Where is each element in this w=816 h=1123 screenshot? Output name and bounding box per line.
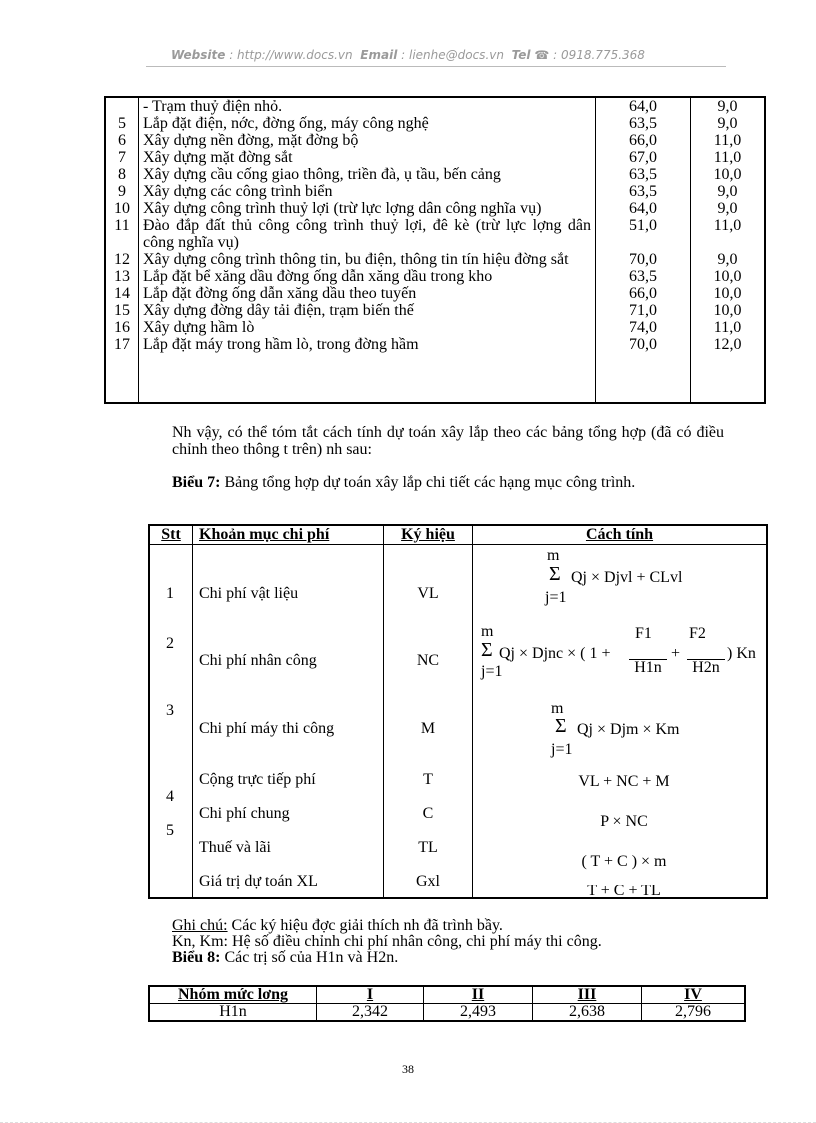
table-row [105, 268, 765, 285]
row-value-a: 63,5 [596, 115, 691, 132]
row-value-b: 9,0 [717, 115, 738, 132]
stt-1: 1 [166, 585, 174, 602]
row-value-b: 9,0 [717, 98, 738, 115]
stt-5: 5 [166, 822, 174, 839]
website-url[interactable]: http://www.docs.vn [237, 48, 353, 62]
f5-overhead: P × NC [600, 813, 648, 830]
row-stt: 11 [105, 217, 139, 251]
row-stt: 6 [105, 132, 139, 149]
r-h1n: H1n [149, 1004, 317, 1022]
row-value-a: 63,5 [596, 166, 691, 183]
row-value-a: 67,0 [596, 149, 691, 166]
table-filler-row [105, 353, 765, 403]
coefficient-table [104, 96, 766, 404]
bieu8-caption [172, 950, 724, 966]
row-name: Xây dựng công trình thuỷ lợi (trừ lực lợng dân công nghĩa vụ) [139, 200, 596, 217]
row-value-a: 70,0 [596, 251, 691, 268]
table-row [105, 97, 765, 115]
row-stt [105, 97, 139, 115]
table-row [105, 166, 765, 183]
row-stt: 16 [105, 319, 139, 336]
row-value-a: 64,0 [596, 200, 691, 217]
f1-body: Qj × Djvl + CLvl [571, 569, 683, 586]
f2-j: j=1 [481, 663, 503, 680]
f2-sigma: Σ [481, 639, 493, 661]
col-symbol: Ký hiệu [384, 525, 473, 545]
h-group: Nhóm mức lơng [149, 986, 317, 1004]
note-label: Ghi chú: [172, 917, 228, 934]
row-name: Lắp đặt điện, nớc, đờng ống, máy công nghệ [139, 115, 596, 132]
row-name: - Trạm thuỷ điện nhỏ. [139, 97, 596, 115]
row-stt: 17 [105, 336, 139, 353]
f2-f1: F1 [635, 625, 652, 642]
row-value-a: 66,0 [596, 285, 691, 302]
f2-h1n: H1n [629, 659, 667, 676]
row-value-b: 11,0 [713, 132, 742, 149]
f2-h2n: H2n [687, 659, 725, 676]
row-name: Xây dựng các công trình biển [139, 183, 596, 200]
item-estimate-value: Giá trị dự toán XL [199, 873, 318, 890]
table-row [105, 336, 765, 353]
row-value-b: 10,0 [713, 166, 742, 183]
row-value-b: 12,0 [713, 336, 742, 353]
phone-icon: ☎ [534, 48, 550, 62]
bieu8-text: Các trị số của H1n và H2n. [220, 949, 399, 966]
notes [172, 918, 724, 966]
row-stt: 10 [105, 200, 139, 217]
row-value-a: 74,0 [596, 319, 691, 336]
row-value-a: 70,0 [596, 336, 691, 353]
f2-kn: ) Kn [727, 645, 756, 662]
row-stt: 8 [105, 166, 139, 183]
email-label: Email [360, 48, 398, 62]
h-iii: III [533, 986, 642, 1004]
table-row [105, 115, 765, 132]
f1-m: m [547, 547, 560, 564]
row-value-b: 10,0 [713, 268, 742, 285]
row-value-b: 11,0 [713, 319, 742, 336]
row-value-a: 63,5 [596, 183, 691, 200]
f3-body: Qj × Djm × Km [577, 721, 680, 738]
row-name: Đào đắp đất thủ công công trình thuỷ lợi, đê kè (trừ lực lợng dân công nghĩa vụ) [139, 217, 596, 251]
row-stt: 13 [105, 268, 139, 285]
symbol-vl: VL [417, 585, 439, 602]
bieu7-caption [172, 474, 724, 491]
tel-label: Tel [511, 48, 531, 62]
row-stt: 15 [105, 302, 139, 319]
row-value-b: 9,0 [717, 183, 738, 200]
note-1 [172, 918, 724, 934]
f2-body: Qj × Djnc × ( 1 + [499, 645, 611, 662]
h-iv: IV [642, 986, 746, 1004]
table-row [105, 319, 765, 336]
h-ii: II [424, 986, 533, 1004]
row-stt: 14 [105, 285, 139, 302]
item-materials: Chi phí vật liệu [199, 585, 299, 602]
row-name: Lắp đặt bể xăng dầu đờng ống dẫn xăng dầu trong kho [139, 268, 596, 285]
symbol-m: M [420, 720, 436, 737]
row-name: Xây dựng mặt đờng sắt [139, 149, 596, 166]
row-name: Lắp đặt máy trong hầm lò, trong đờng hầm [139, 336, 596, 353]
row-value-b: 10,0 [713, 285, 742, 302]
row-name: Lắp đặt đờng ống dẫn xăng dầu theo tuyến [139, 285, 596, 302]
row-value-b: 9,0 [717, 200, 738, 217]
f6-tax-profit: ( T + C ) × m [581, 853, 667, 870]
row-value-b: 10,0 [713, 302, 742, 319]
stt-2: 2 [166, 635, 174, 652]
table-row [105, 183, 765, 200]
h-i: I [317, 986, 424, 1004]
item-overhead: Chi phí chung [199, 805, 290, 822]
f2-f2: F2 [689, 625, 706, 642]
row-stt: 9 [105, 183, 139, 200]
table-row [105, 149, 765, 166]
row-name: Xây dựng đờng dây tải điện, trạm biến thế [139, 302, 596, 319]
table-row [105, 200, 765, 217]
item-labor: Chi phí nhân công [199, 652, 317, 669]
note-2: Kn, Km: Hệ số điều chỉnh chi phí nhân công, chi phí máy thi công. [172, 933, 602, 950]
row-name: Xây dựng nền đờng, mặt đờng bộ [139, 132, 596, 149]
page-header: Website : http://www.docs.vn Email : lienhe@docs.vn Tel ☎ : 0918.775.368 [171, 48, 645, 62]
symbol-t: T [423, 771, 433, 788]
symbol-gxl: Gxl [416, 873, 440, 890]
f7-estimate: T + C + TL [587, 885, 661, 897]
cost-summary-table [148, 524, 768, 899]
f3-sigma: Σ [555, 715, 567, 737]
symbol-nc: NC [416, 652, 440, 669]
table-row [105, 251, 765, 268]
note-1-text: Các ký hiệu đợc giải thích nh đã trình bầy. [227, 917, 503, 934]
tel-number: 0918.775.368 [560, 48, 645, 62]
f1-j: j=1 [545, 589, 567, 606]
row-value-b: 11,0 [713, 217, 742, 234]
f3-j: j=1 [551, 741, 573, 758]
stt-column [149, 545, 193, 899]
h1n-table [148, 985, 746, 1022]
col-item: Khoản mục chi phí [193, 525, 384, 545]
row-name: Xây dựng hầm lò [139, 319, 596, 336]
item-machinery: Chi phí máy thi công [199, 720, 335, 737]
bieu7-label: Biểu 7: [172, 474, 221, 491]
row-name: Xây dựng cầu cống giao thông, triền đà, ụ tầu, bến cảng [139, 166, 596, 183]
symbol-tl: TL [418, 839, 438, 856]
bieu7-text: Bảng tổng hợp dự toán xây lắp chi tiết các hạng mục công trình. [220, 474, 636, 491]
page-number: 38 [402, 1062, 414, 1076]
stt-3: 3 [166, 702, 174, 719]
symbol-column [384, 545, 473, 899]
header-rule [146, 66, 726, 67]
item-column [193, 545, 384, 899]
row-value-a: 51,0 [596, 217, 691, 251]
r-iv: 2,796 [642, 1004, 746, 1022]
r-ii: 2,493 [424, 1004, 533, 1022]
email-address[interactable]: lienhe@docs.vn [408, 48, 504, 62]
row-value-a: 71,0 [596, 302, 691, 319]
table-row [105, 132, 765, 149]
table-row [105, 302, 765, 319]
f2-m: m [481, 623, 494, 640]
summary-paragraph: Nh vậy, có thể tóm tắt cách tính dự toán xây lắp theo các bảng tổng hợp (đã có điều chỉnh theo thông t trên) nh sau: [172, 424, 724, 458]
f3-m: m [551, 700, 564, 717]
f4-direct-cost: VL + NC + M [578, 773, 670, 790]
row-name: Xây dựng công trình thông tin, bu điện, thông tin tín hiệu đờng sắt [139, 251, 596, 268]
col-formula: Cách tính [473, 525, 768, 545]
bieu8-label: Biểu 8: [172, 949, 221, 966]
row-value-a: 66,0 [596, 132, 691, 149]
stt-4: 4 [166, 788, 174, 805]
item-tax-profit: Thuế và lãi [199, 839, 271, 856]
row-value-a: 64,0 [596, 97, 691, 115]
item-direct-cost: Cộng trực tiếp phí [199, 771, 316, 788]
website-label: Website [171, 48, 226, 62]
table-row [105, 285, 765, 302]
table-row [105, 217, 765, 251]
f2-plus: + [671, 645, 681, 662]
row-stt: 12 [105, 251, 139, 268]
col-stt: Stt [149, 525, 193, 545]
f1-sigma: Σ [549, 563, 561, 585]
formula-column [473, 545, 768, 899]
row-value-a: 63,5 [596, 268, 691, 285]
symbol-c: C [422, 805, 434, 822]
row-stt: 7 [105, 149, 139, 166]
row-stt: 5 [105, 115, 139, 132]
r-i: 2,342 [317, 1004, 424, 1022]
row-value-b: 11,0 [713, 149, 742, 166]
row-value-b: 9,0 [717, 251, 738, 268]
r-iii: 2,638 [533, 1004, 642, 1022]
